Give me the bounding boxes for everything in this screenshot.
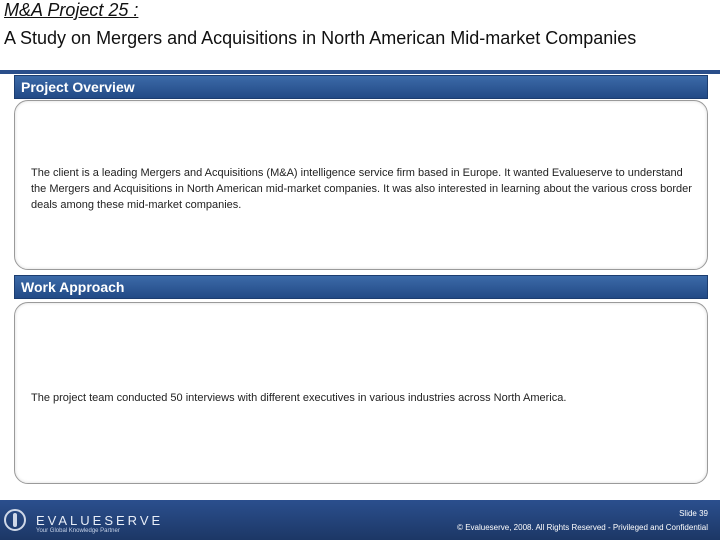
overview-heading-bar xyxy=(14,75,708,99)
logo-tagline: Your Global Knowledge Partner xyxy=(36,528,120,534)
slide-number: Slide 39 xyxy=(679,509,708,518)
approach-panel xyxy=(14,302,708,484)
approach-heading-bar xyxy=(14,275,708,299)
approach-heading: Work Approach xyxy=(21,279,125,295)
copyright-notice: © Evalueserve, 2008. All Rights Reserved - Privileged and Confidential xyxy=(457,523,708,532)
header-divider xyxy=(0,70,720,74)
slide-subtitle: A Study on Mergers and Acquisitions in North American Mid-market Companies xyxy=(4,28,637,48)
evalueserve-logo-icon xyxy=(4,509,26,531)
footer-bar xyxy=(0,500,720,540)
overview-panel xyxy=(14,100,708,270)
project-title: M&A Project 25 : xyxy=(4,0,139,20)
logo-name: EVALUESERVE xyxy=(36,513,164,528)
overview-heading: Project Overview xyxy=(21,79,135,95)
overview-text: The client is a leading Mergers and Acquisitions (M&A) intelligence service firm based in Europe. It wanted Evalueserve to understand the Mergers and Acquisitions in North American mid-market companies. It was also interested in learning about the various cross border deals among these mid-market companies. xyxy=(31,167,692,211)
approach-text: The project team conducted 50 interviews with different executives in various industries across North America. xyxy=(31,392,567,404)
